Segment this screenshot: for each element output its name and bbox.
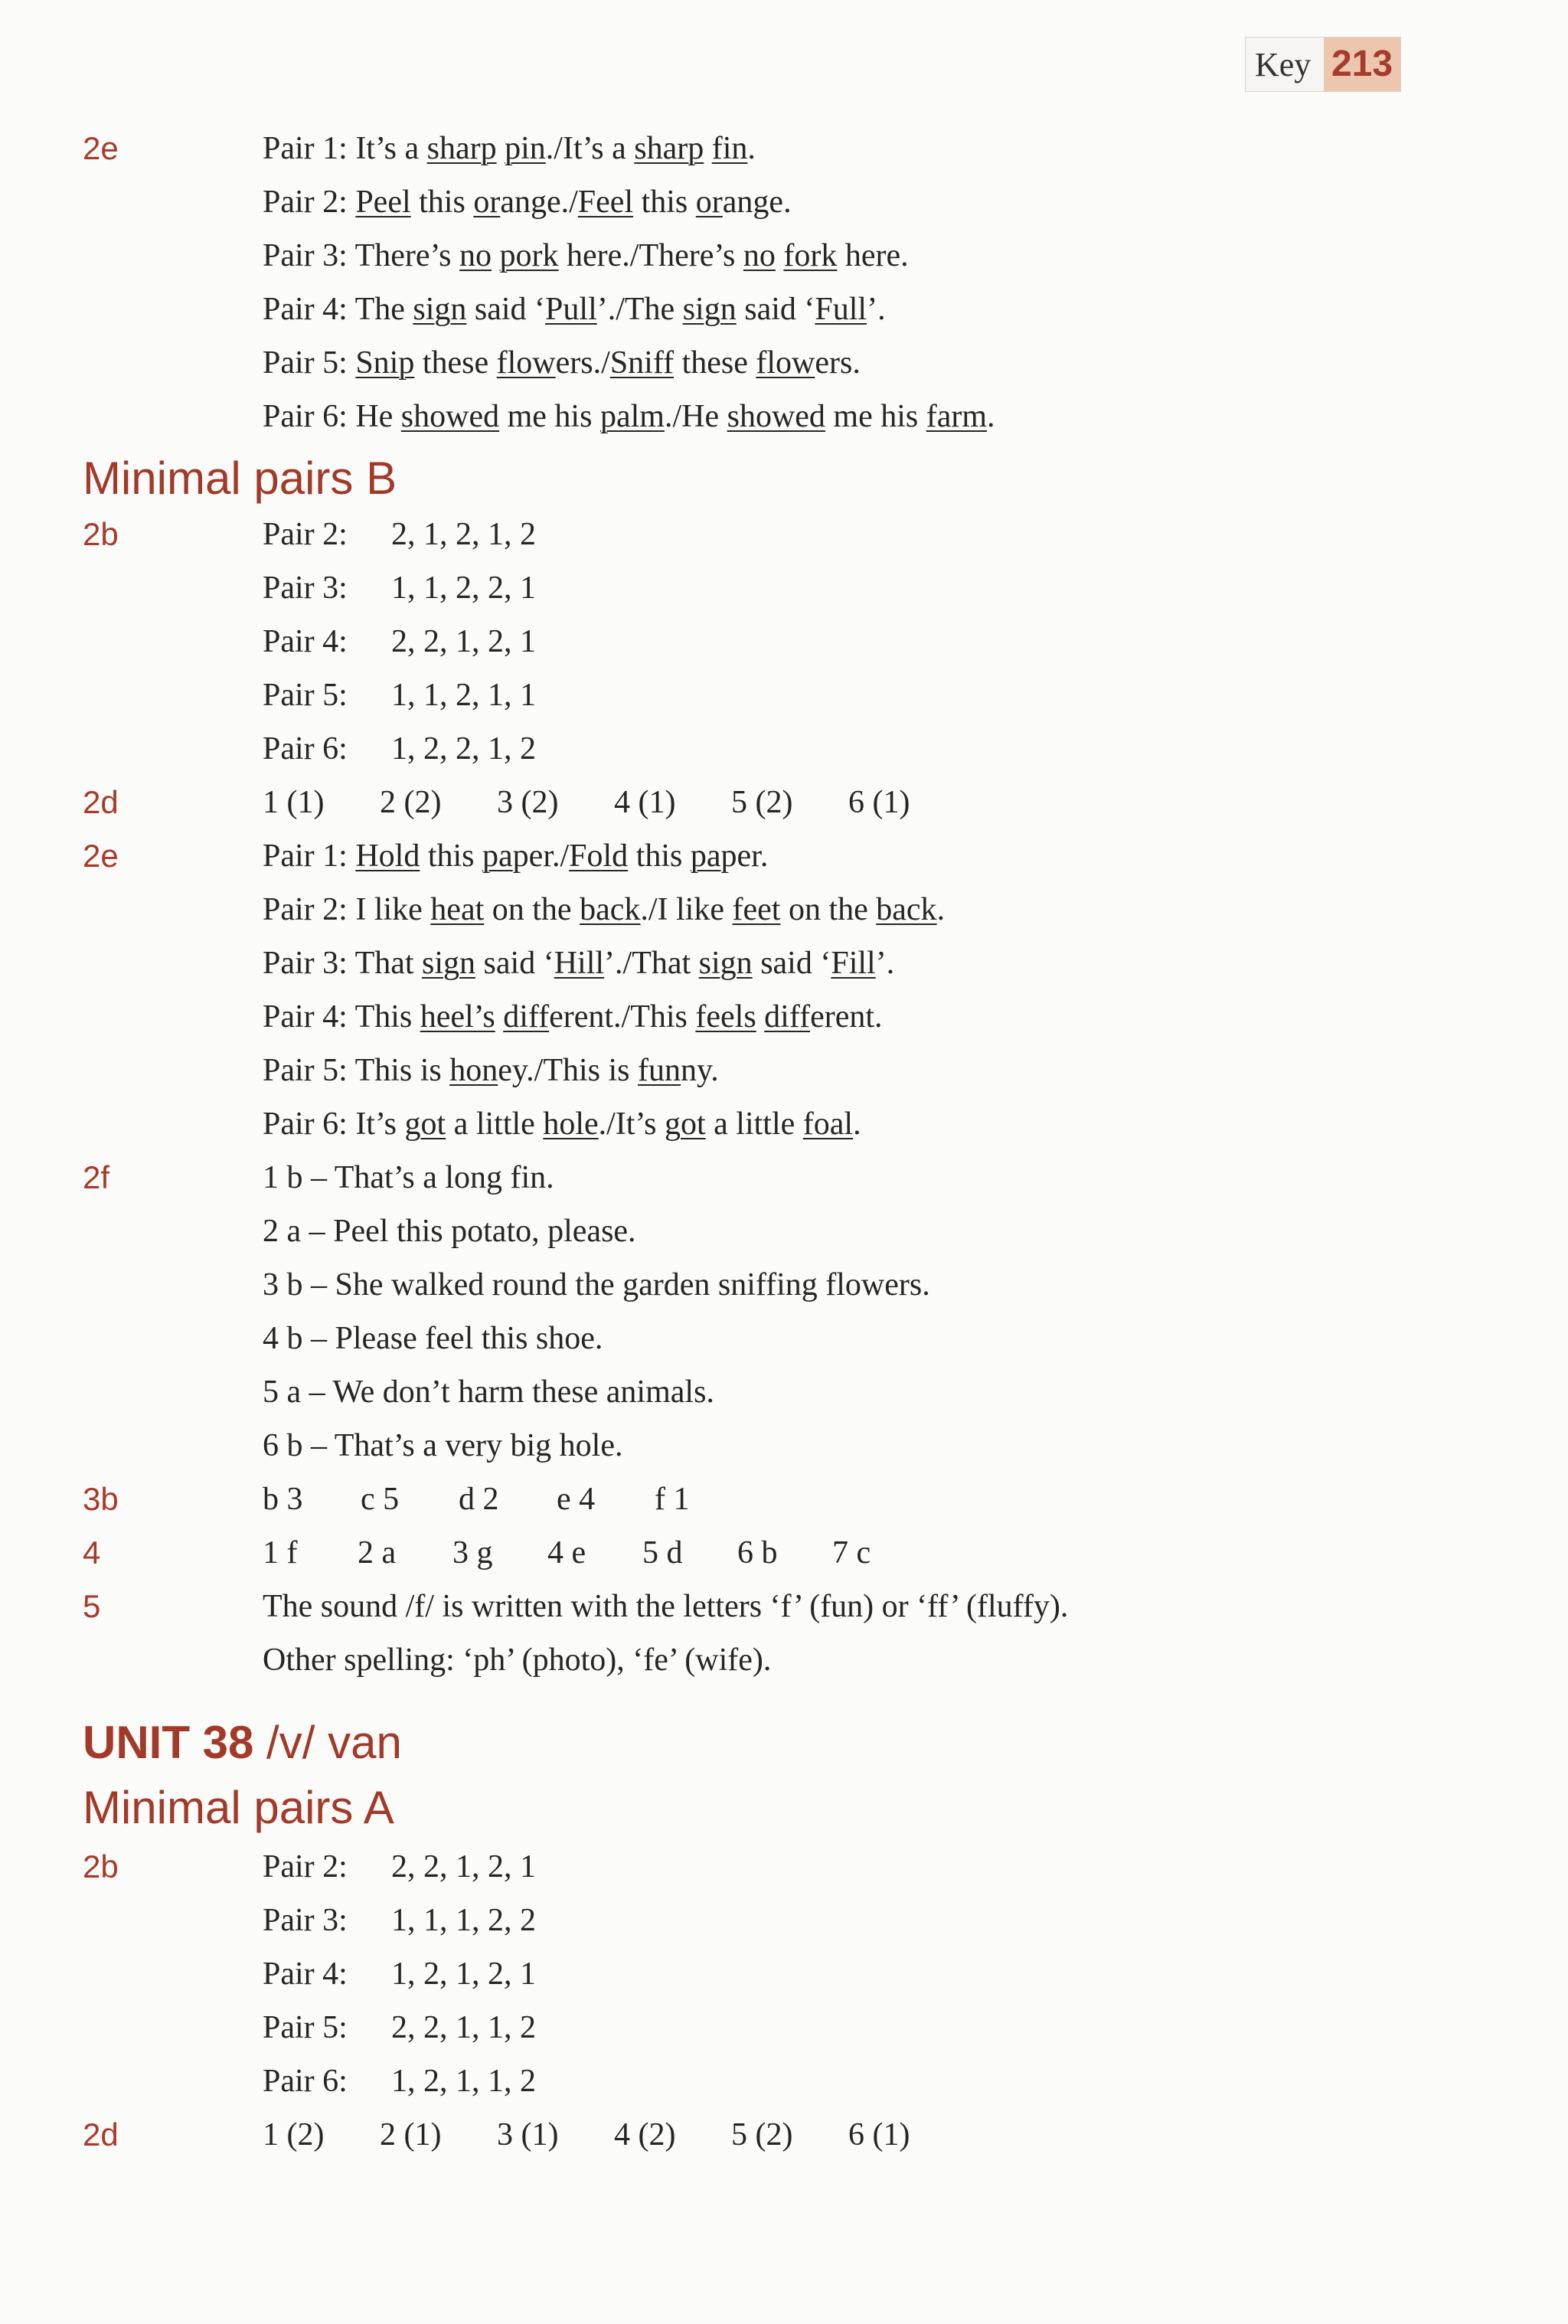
answer-line: Pair 5: This is honey./This is funny. xyxy=(263,1053,719,1088)
answer-line: Pair 2: Peel this orange./Feel this orange. xyxy=(263,185,792,220)
answer-line: 4 b – Please feel this shoe. xyxy=(263,1321,603,1356)
answer-row: 1 (2) 2 (1) 3 (1) 4 (2) 5 (2) 6 (1) xyxy=(263,2117,910,2152)
exercise-label: 5 xyxy=(83,1588,101,1624)
answer-line: Pair 4: This heel’s different./This feels different. xyxy=(263,999,883,1035)
pair-row: Pair 2: 2, 1, 2, 1, 2 xyxy=(263,517,536,552)
pair-row: Pair 6: 1, 2, 1, 1, 2 xyxy=(263,2064,536,2099)
answer-line: 5 a – We don’t harm these animals. xyxy=(263,1374,714,1410)
answer-row: b 3 c 5 d 2 e 4 f 1 xyxy=(263,1482,690,1517)
pair-row: Pair 3: 1, 1, 2, 2, 1 xyxy=(263,570,536,606)
pair-row: Pair 2: 2, 2, 1, 2, 1 xyxy=(263,1849,536,1884)
answer-line: Pair 4: The sign said ‘Pull’./The sign said ‘Full’. xyxy=(263,292,886,327)
answer-line: The sound /f/ is written with the letters ‘f’ (fun) or ‘ff’ (fluffy). xyxy=(263,1589,1069,1624)
exercise-label: 2d xyxy=(83,2116,119,2152)
answer-line: Pair 5: Snip these flowers./Sniff these flowers. xyxy=(263,345,861,381)
exercise-label: 2f xyxy=(83,1159,110,1195)
answer-line: 3 b – She walked round the garden sniffing flowers. xyxy=(263,1267,930,1303)
answer-line: Pair 1: It’s a sharp pin./It’s a sharp fin. xyxy=(263,131,756,166)
answer-line: Pair 6: He showed me his palm./He showed me his farm. xyxy=(263,399,995,434)
pair-row: Pair 4: 2, 2, 1, 2, 1 xyxy=(263,624,536,659)
key-label: Key xyxy=(1255,46,1312,83)
exercise-label: 2b xyxy=(83,1848,119,1884)
exercise-label: 4 xyxy=(83,1535,101,1571)
section-heading: Minimal pairs B xyxy=(83,453,397,504)
unit-heading: UNIT 38 /v/ van xyxy=(83,1717,402,1768)
answer-row: 1 f 2 a 3 g 4 e 5 d 6 b 7 c xyxy=(263,1535,871,1571)
page-number: 213 xyxy=(1324,38,1400,91)
answer-line: Pair 3: There’s no pork here./There’s no fork here. xyxy=(263,238,909,273)
page-key-box xyxy=(1245,37,1401,92)
exercise-label: 2d xyxy=(83,784,119,820)
exercise-label: 2e xyxy=(83,130,119,166)
answer-line: Pair 2: I like heat on the back./I like feet on the back. xyxy=(263,892,946,927)
exercise-label: 2b xyxy=(83,516,119,552)
answer-line: Pair 3: That sign said ‘Hill’./That sign said ‘Fill’. xyxy=(263,946,895,981)
answer-line: 6 b – That’s a very big hole. xyxy=(263,1428,623,1463)
section-heading: Minimal pairs A xyxy=(83,1782,394,1833)
exercise-label: 3b xyxy=(83,1481,119,1517)
answer-line: 2 a – Peel this potato, please. xyxy=(263,1214,636,1249)
answer-line: 1 b – That’s a long fin. xyxy=(263,1160,554,1195)
pair-row: Pair 6: 1, 2, 2, 1, 2 xyxy=(263,731,536,766)
exercise-label: 2e xyxy=(83,838,119,874)
answer-line: Pair 1: Hold this paper./Fold this paper. xyxy=(263,838,769,874)
pair-row: Pair 3: 1, 1, 1, 2, 2 xyxy=(263,1903,536,1938)
pair-row: Pair 5: 1, 1, 2, 1, 1 xyxy=(263,678,536,713)
pair-row: Pair 4: 1, 2, 1, 2, 1 xyxy=(263,1956,536,1992)
answer-line: Other spelling: ‘ph’ (photo), ‘fe’ (wife). xyxy=(263,1642,772,1678)
answer-row: 1 (1) 2 (2) 3 (2) 4 (1) 5 (2) 6 (1) xyxy=(263,785,910,820)
pair-row: Pair 5: 2, 2, 1, 1, 2 xyxy=(263,2010,536,2045)
answer-line: Pair 6: It’s got a little hole./It’s got a little foal. xyxy=(263,1106,861,1142)
